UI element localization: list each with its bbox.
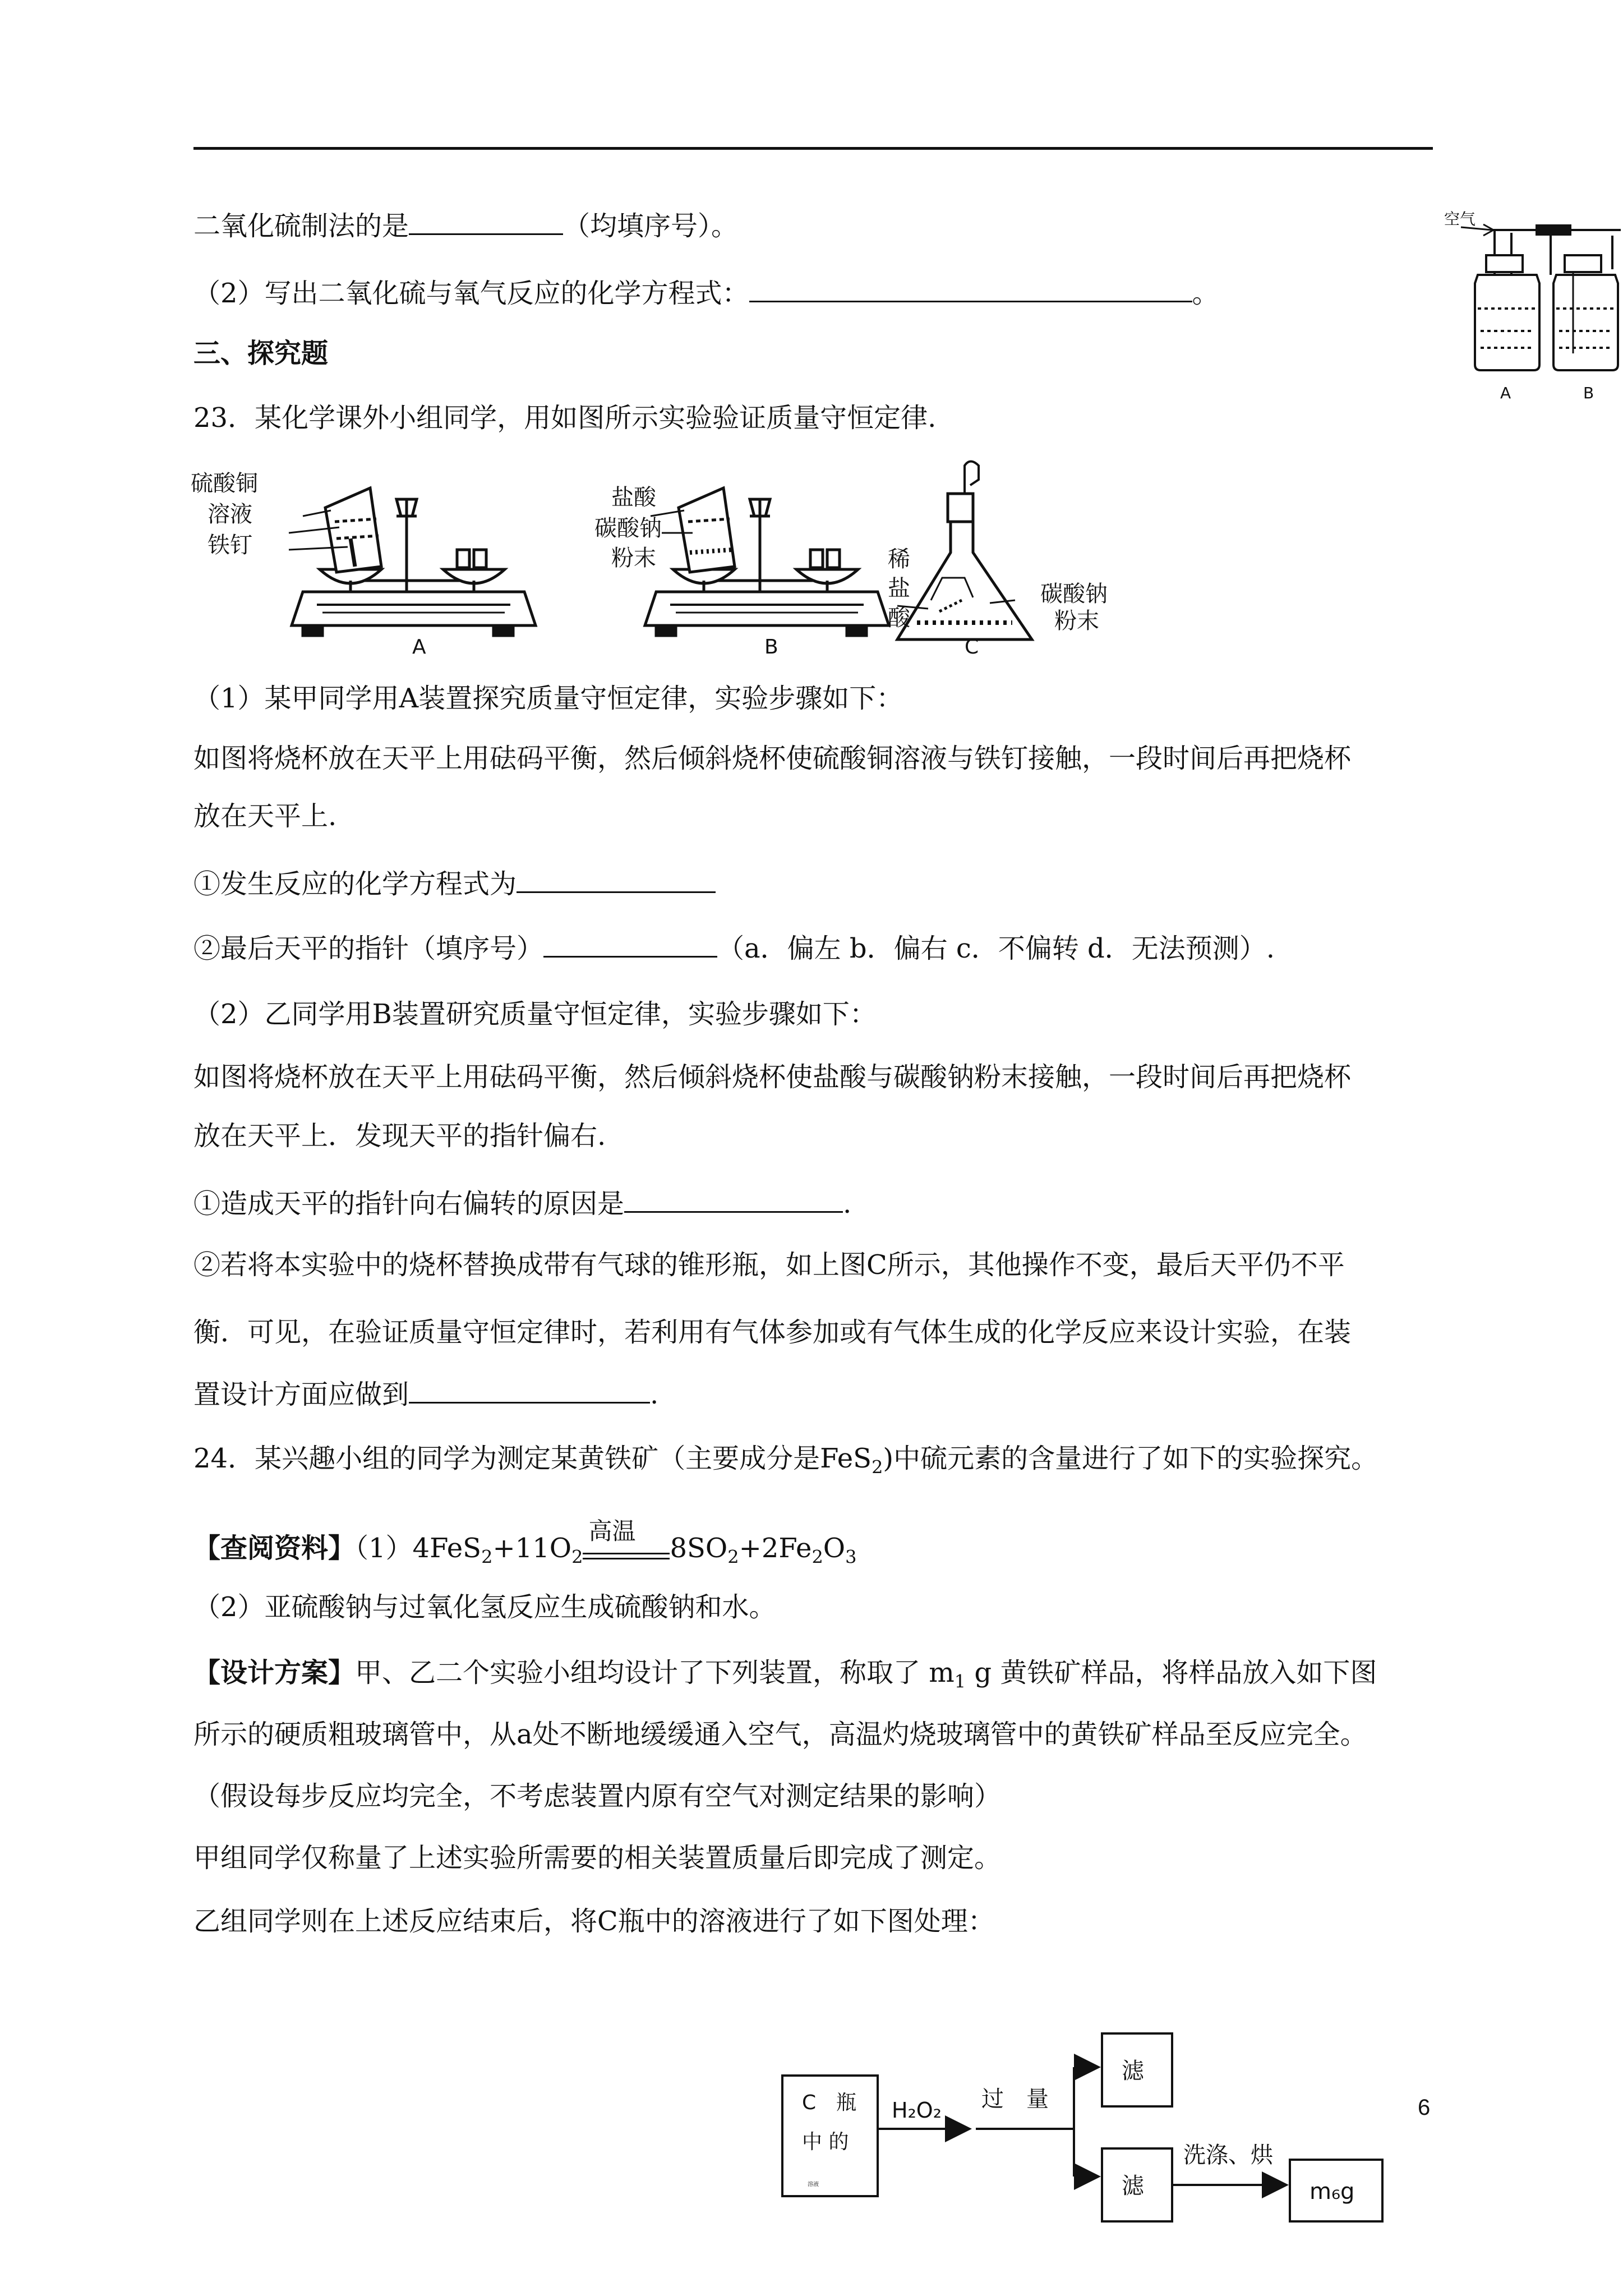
- flow-diagram: [774, 2022, 1391, 2230]
- label-air: 空气: [1444, 210, 1476, 228]
- design-3: （假设每步反应均完全，不考虑装置内原有空气对测定结果的影响）: [193, 1780, 1002, 1812]
- reaction-condition: [583, 1517, 670, 1574]
- text: （均填序号）。: [563, 210, 739, 242]
- text: （1）4FeS: [355, 1533, 482, 1564]
- q23-part-2-i: [193, 1186, 851, 1221]
- answer-blank[interactable]: [517, 867, 716, 893]
- condition-text: 高温: [588, 1517, 636, 1545]
- reference-2: （2）亚硫酸钠与过氧化氢反应生成硫酸钠和水。: [193, 1591, 776, 1623]
- balance-a: [289, 488, 536, 636]
- reagent-h2o2: H₂O₂: [892, 2098, 942, 2123]
- box-c-line-2: 中 的: [802, 2131, 849, 2154]
- flask-c: [897, 462, 1032, 640]
- caption-c: C: [965, 636, 979, 656]
- subscript: 2: [811, 1546, 823, 1568]
- caption-bottle-a: A: [1500, 384, 1511, 402]
- balance-b: [645, 488, 889, 636]
- wash-dry-label: 洗涤、烘: [1183, 2142, 1273, 2168]
- answer-blank[interactable]: [409, 1377, 650, 1404]
- label-na2co3: 碳酸钠: [594, 516, 662, 541]
- label-acid: 酸: [888, 605, 910, 631]
- q23-part-1: （1）某甲同学用A装置探究质量守恒定律，实验步骤如下：: [193, 683, 903, 714]
- text: .: [650, 1379, 659, 1410]
- q23-stem: 23．某化学课外小组同学，用如图所示实验验证质量守恒定律.: [193, 402, 937, 434]
- q24-stem: [193, 1442, 1378, 1484]
- label-iron-nail: 铁钉: [208, 532, 252, 558]
- q23-part-2: （2）乙同学用B装置研究质量守恒定律，实验步骤如下：: [193, 999, 877, 1030]
- text: ②最后天平的指针（填序号）: [193, 933, 544, 964]
- text: )中硫元素的含量进行了如下的实验探究。: [883, 1443, 1378, 1474]
- q23-part-2-body-1: 如图将烧杯放在天平上用砝码平衡，然后倾斜烧杯使盐酸与碳酸钠粉末接触，一段时间后再把烧杯: [193, 1061, 1352, 1093]
- text: 二氧化硫制法的是: [193, 210, 409, 242]
- text: 置设计方面应做到: [193, 1379, 409, 1410]
- subscript: 2: [872, 1456, 883, 1478]
- text: 。: [1192, 278, 1219, 309]
- header-rule: [193, 147, 1433, 150]
- balance-figure: [188, 454, 1141, 656]
- design-label: 【设计方案】: [193, 1657, 356, 1688]
- bottles-figure: [1438, 202, 1623, 415]
- q23-part-2-ii-1: ②若将本实验中的烧杯替换成带有气球的锥形瓶，如上图C所示，其他操作不变，最后天平仍不平: [193, 1249, 1345, 1281]
- text: +2Fe: [739, 1533, 812, 1564]
- label-dilute: 稀: [888, 546, 910, 572]
- group-b-text: 乙组同学则在上述反应结束后，将C瓶中的溶液进行了如下图处理：: [193, 1906, 995, 1937]
- q23-part-1-ii: [193, 931, 1275, 965]
- label-hcl: 盐酸: [611, 485, 656, 510]
- q23-part-1-body-1: 如图将烧杯放在天平上用砝码平衡，然后倾斜烧杯使硫酸铜溶液与铁钉接触，一段时间后再把烧杯: [193, 743, 1352, 774]
- subscript: 2: [571, 1546, 583, 1568]
- text: （a．偏左 b．偏右 c．不偏转 d．无法预测）.: [717, 933, 1275, 964]
- reference-label: 【查阅资料】: [193, 1533, 356, 1564]
- excess-label: 过 量: [981, 2086, 1049, 2112]
- text: （2）写出二氧化硫与氧气反应的化学方程式：: [193, 278, 749, 309]
- q23-part-2-body-2: 放在天平上．发现天平的指针偏右.: [193, 1120, 606, 1152]
- box-c-line-3: 溶液: [808, 2182, 819, 2188]
- equals-bar: [583, 1558, 670, 1559]
- caption-b: B: [764, 636, 778, 656]
- q23-part-1-i: [193, 867, 716, 901]
- equals-bar: [583, 1553, 670, 1554]
- residue-label: 滤: [1122, 2173, 1144, 2199]
- mass-label: m₆g: [1310, 2179, 1355, 2205]
- design-2: 所示的硬质粗玻璃管中，从a处不断地缓缓通入空气，高温灼烧玻璃管中的黄铁矿样品至反应完全。: [193, 1719, 1367, 1750]
- text: ①发生反应的化学方程式为: [193, 868, 517, 900]
- text: 甲、乙二个实验小组均设计了下列装置，称取了 m: [355, 1657, 955, 1688]
- subscript: 3: [845, 1546, 857, 1568]
- caption-bottle-b: B: [1583, 384, 1594, 402]
- q23-part-2-ii-3: [193, 1377, 658, 1411]
- label-na2co3-c: 碳酸钠: [1040, 581, 1108, 607]
- text: 24．某兴趣小组的同学为测定某黄铁矿（主要成分是FeS: [193, 1443, 872, 1474]
- text: g 黄铁矿样品，将样品放入如下图: [966, 1657, 1377, 1688]
- q23-part-2-ii-2: 衡．可见，在验证质量守恒定律时，若利用有气体参加或有气体生成的化学反应来设计实验，在装: [193, 1317, 1352, 1348]
- design-1: [193, 1656, 1377, 1699]
- label-powder: 粉末: [611, 545, 656, 571]
- answer-blank[interactable]: [749, 276, 1192, 302]
- subscript: 2: [727, 1546, 739, 1568]
- label-solution: 溶液: [208, 501, 252, 527]
- reference-1: [193, 1517, 857, 1574]
- answer-blank[interactable]: [624, 1186, 843, 1213]
- q23-part-1-body-2: 放在天平上.: [193, 800, 337, 832]
- text: +11O: [492, 1533, 572, 1564]
- text: 8SO: [670, 1533, 728, 1564]
- answer-blank[interactable]: [409, 209, 563, 235]
- text: O: [823, 1533, 846, 1564]
- q22-line-1: [193, 209, 738, 243]
- section-heading: 三、探究题: [193, 338, 329, 369]
- label-powder-c: 粉末: [1054, 608, 1099, 634]
- text: ①造成天平的指针向右偏转的原因是: [193, 1188, 625, 1220]
- label-copper-sulfate: 硫酸铜: [191, 471, 258, 496]
- caption-a: A: [412, 636, 426, 656]
- q22-line-2: [193, 276, 1219, 310]
- text: .: [843, 1188, 852, 1220]
- subscript: 1: [954, 1671, 966, 1692]
- label-salt: 盐: [888, 576, 910, 601]
- box-c-line-1: C 瓶: [802, 2091, 857, 2114]
- group-a-text: 甲组同学仅称量了上述实验所需要的相关装置质量后即完成了测定。: [193, 1842, 1002, 1874]
- subscript: 2: [481, 1546, 493, 1568]
- answer-blank[interactable]: [543, 931, 717, 958]
- filtrate-label: 滤: [1122, 2058, 1144, 2084]
- page-number: 6: [1418, 2095, 1431, 2120]
